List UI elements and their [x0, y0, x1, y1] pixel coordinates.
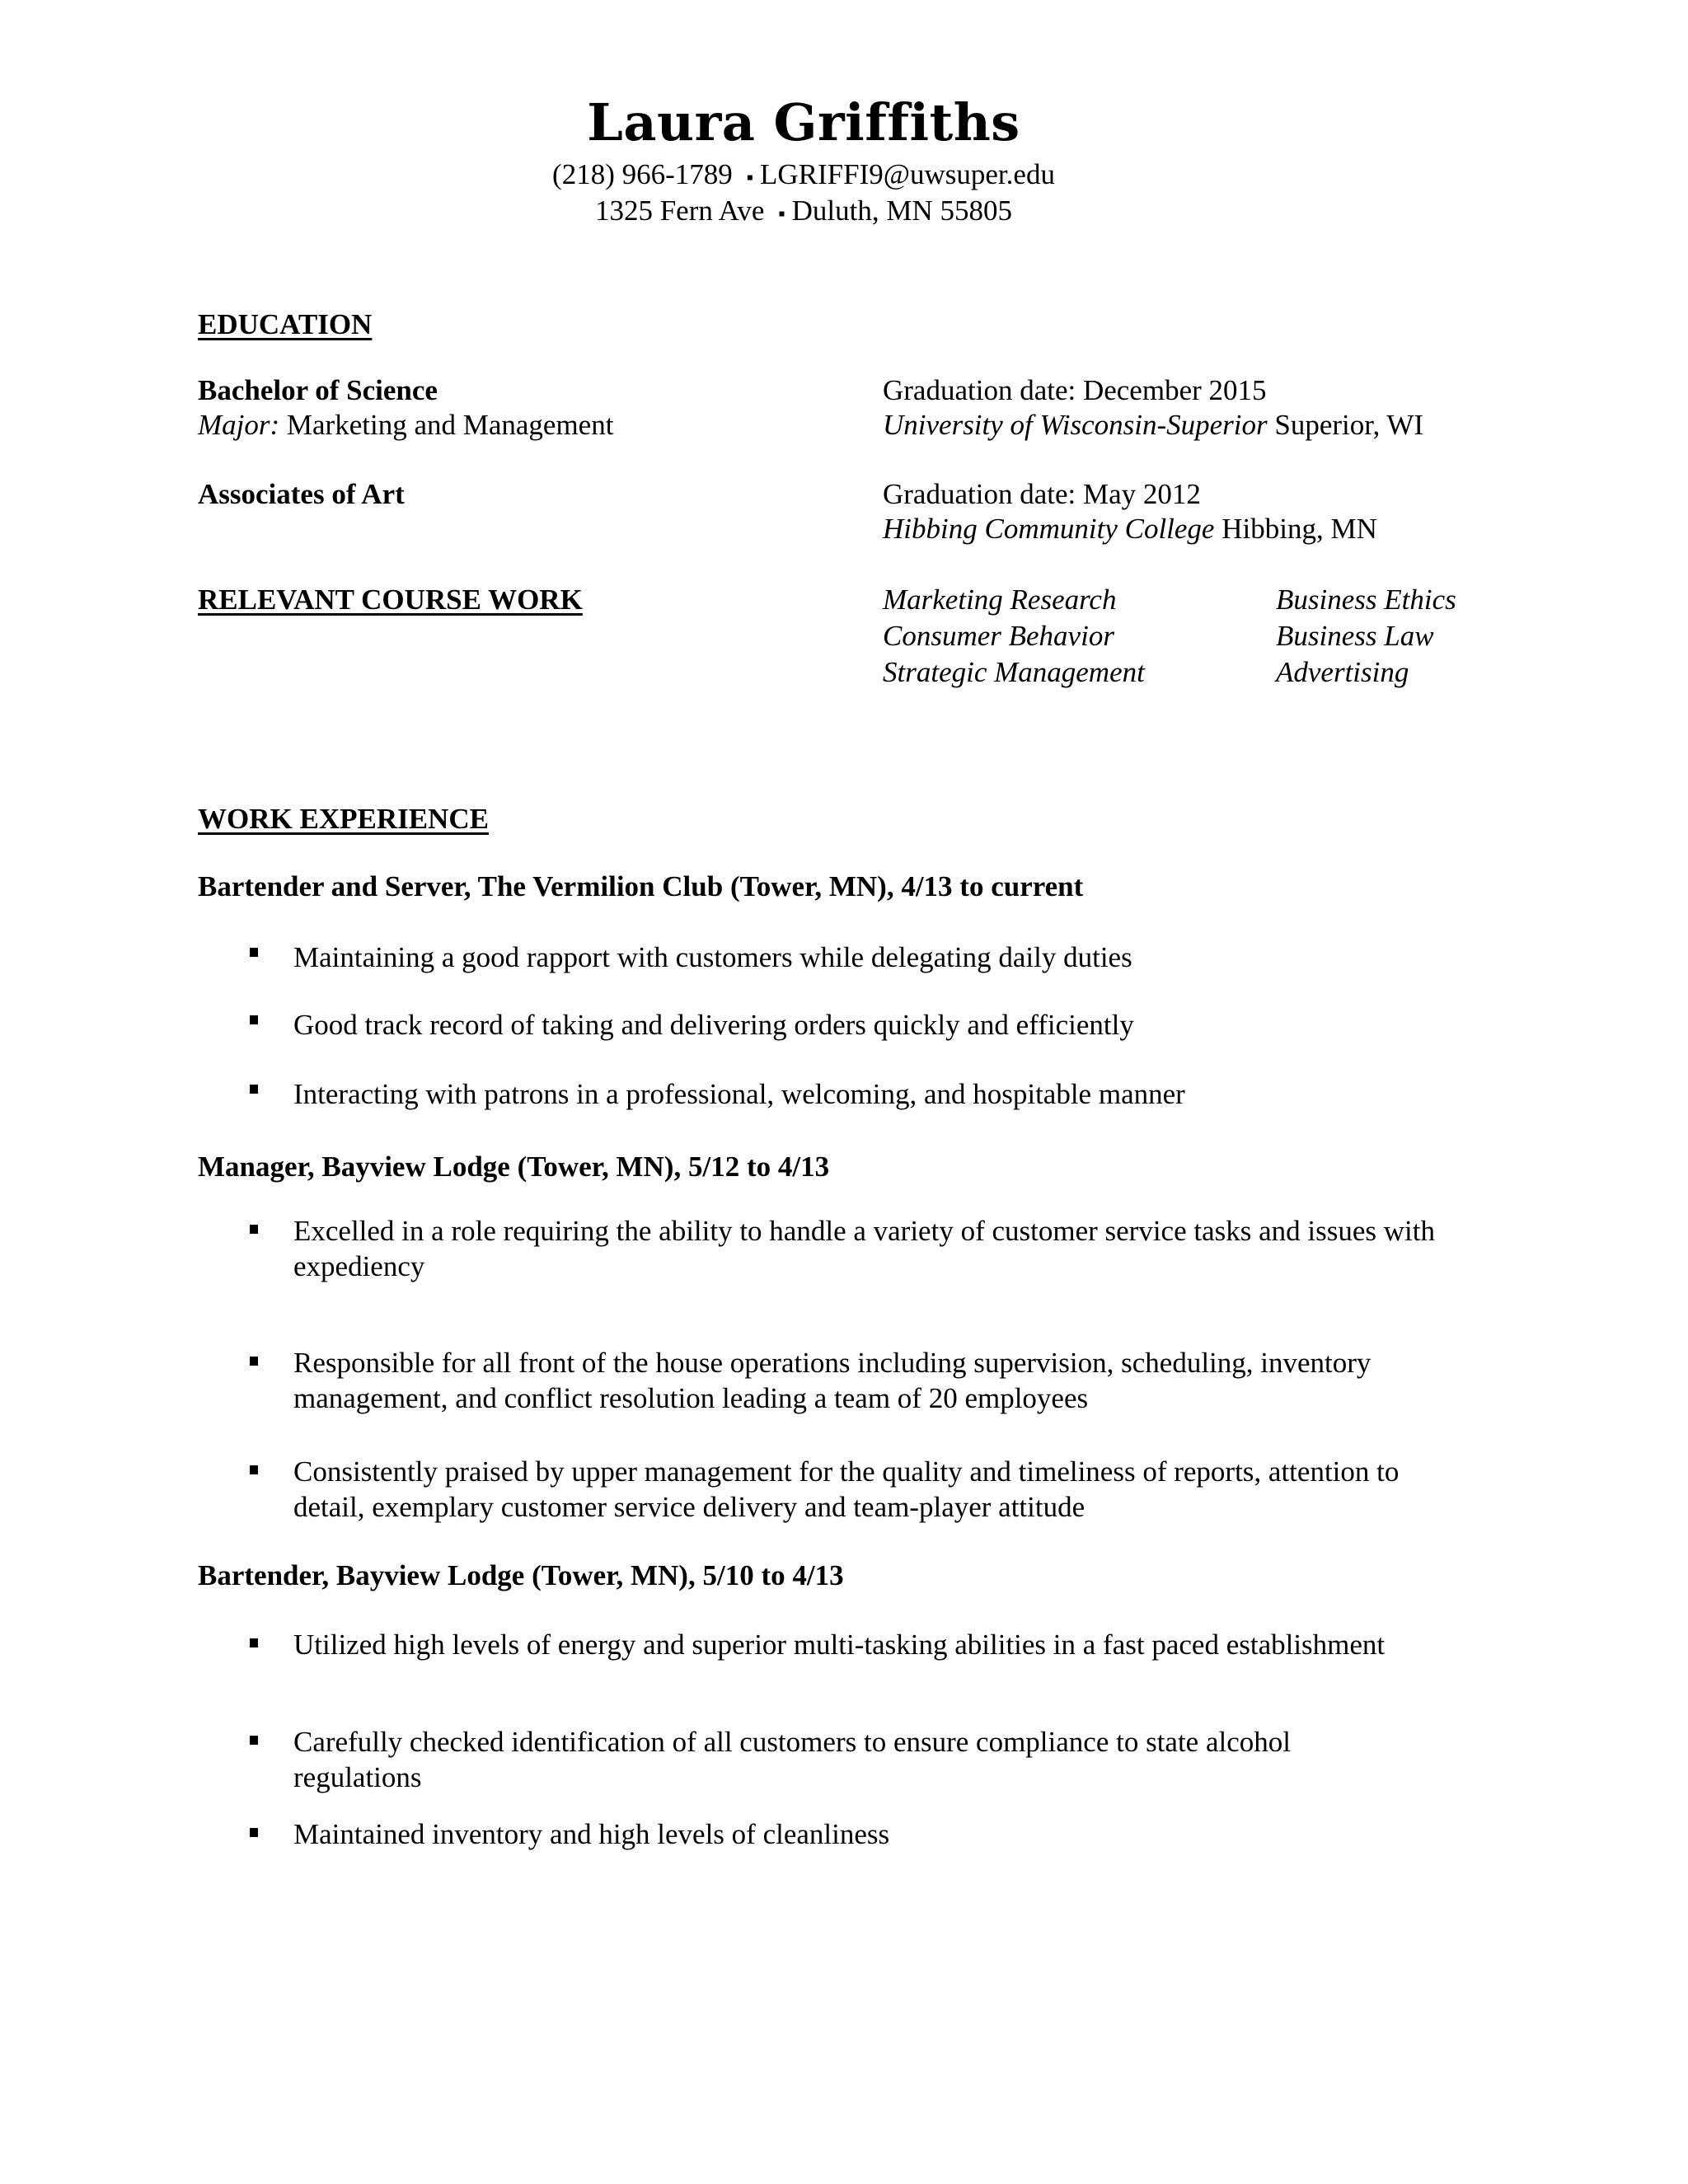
graduation-date-1: Graduation date: December 2015 — [883, 374, 1267, 406]
bullet-icon — [250, 1085, 258, 1094]
course-item: Business Ethics — [1276, 583, 1456, 616]
contact-line-1 — [0, 158, 1607, 191]
bullet-icon — [250, 1465, 258, 1474]
phone: (218) 966-1789 — [552, 158, 733, 190]
major-label: Major: — [198, 409, 280, 441]
job-bullet: Excelled in a role requiring the ability to handle a variety of customer service tasks and issues with expediency — [293, 1215, 1435, 1282]
school-line-1 — [883, 409, 1423, 442]
degree-2: Associates of Art — [198, 478, 405, 510]
job-title-1: Bartender and Server, The Vermilion Club (Tower, MN), 4/13 to current — [198, 870, 1084, 902]
school-location: Hibbing, MN — [1221, 513, 1377, 545]
street-address: 1325 Fern Ave — [594, 194, 765, 227]
job-bullet: Utilized high levels of energy and superior multi-tasking abilities in a fast paced establishment — [293, 1629, 1386, 1661]
job-bullet: Carefully checked identification of all customers to ensure compliance to state alcohol regulations — [293, 1726, 1291, 1793]
separator: ▪ — [778, 204, 785, 225]
work-heading: WORK EXPERIENCE — [198, 803, 489, 835]
job-title-3: Bartender, Bayview Lodge (Tower, MN), 5/10 to 4/13 — [198, 1559, 844, 1591]
course-item: Strategic Management — [883, 656, 1145, 688]
coursework-heading: RELEVANT COURSE WORK — [198, 583, 583, 616]
job-bullet: Maintained inventory and high levels of cleanliness — [293, 1818, 890, 1850]
email: LGRIFFI9@uwsuper.edu — [760, 158, 1055, 190]
school-name: University of Wisconsin-Superior — [883, 409, 1268, 441]
graduation-date-2: Graduation date: May 2012 — [883, 478, 1201, 510]
job-bullet: Responsible for all front of the house operations including supervision, scheduling, inventory management, and conflict resolution leading a team of 20 employees — [293, 1347, 1372, 1414]
education-heading: EDUCATION — [198, 308, 373, 340]
school-line-2 — [883, 513, 1377, 546]
city-state-zip: Duluth, MN 55805 — [791, 194, 1013, 227]
separator: ▪ — [746, 167, 754, 189]
contact-line-2 — [0, 194, 1607, 227]
course-item: Advertising — [1276, 656, 1409, 688]
major-value: Marketing and Management — [286, 409, 614, 441]
bullet-icon — [250, 1357, 258, 1366]
course-item: Business Law — [1276, 620, 1434, 652]
school-location: Superior, WI — [1274, 409, 1424, 441]
course-item: Marketing Research — [883, 583, 1117, 616]
job-bullet: Maintaining a good rapport with customers while delegating daily duties — [293, 941, 1132, 973]
bullet-icon — [250, 948, 258, 957]
resume-name: Laura Griffiths — [587, 92, 1020, 152]
course-item: Consumer Behavior — [883, 620, 1114, 652]
bullet-icon — [250, 1225, 258, 1234]
job-bullet: Good track record of taking and delivering orders quickly and efficiently — [293, 1009, 1134, 1041]
bullet-icon — [250, 1736, 258, 1745]
school-name: Hibbing Community College — [883, 513, 1215, 545]
job-bullet: Interacting with patrons in a professional, welcoming, and hospitable manner — [293, 1078, 1185, 1110]
major-line — [198, 409, 613, 442]
job-bullet: Consistently praised by upper management for the quality and timeliness of reports, attention to detail, exemplary customer service delivery and team-player attitude — [293, 1455, 1400, 1523]
bullet-icon — [250, 1638, 258, 1647]
degree-1: Bachelor of Science — [198, 374, 438, 406]
bullet-icon — [250, 1015, 258, 1024]
job-title-2: Manager, Bayview Lodge (Tower, MN), 5/12 to 4/13 — [198, 1151, 830, 1183]
bullet-icon — [250, 1828, 258, 1837]
